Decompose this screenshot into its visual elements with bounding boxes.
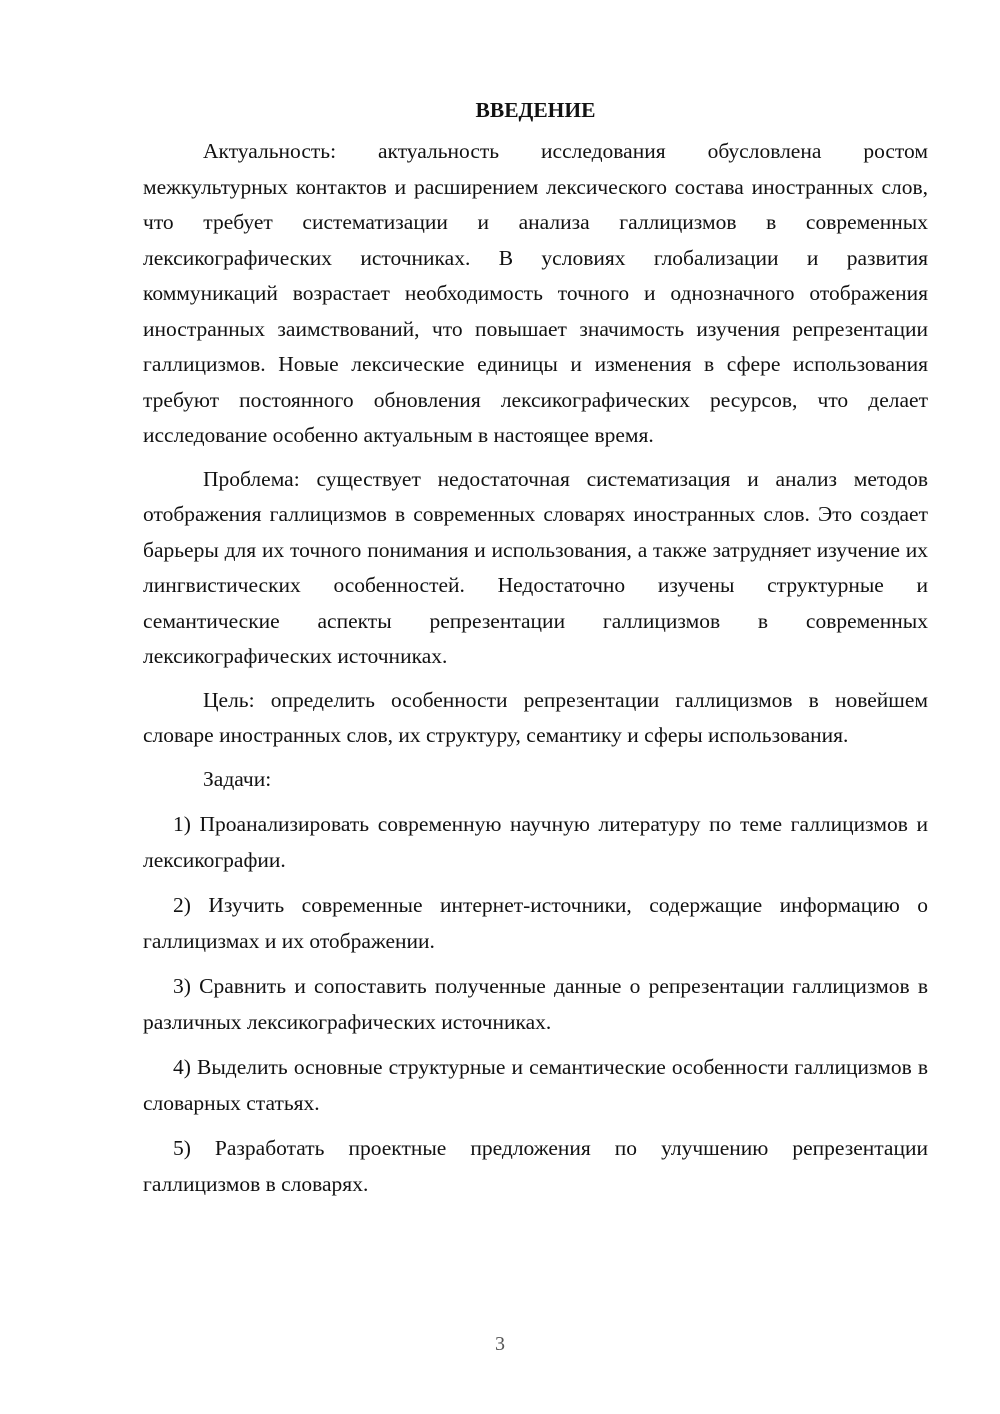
page-content	[143, 92, 928, 1212]
task-item-1: 1) Проанализировать современную научную литературу по теме галлицизмов и лексикографии.	[143, 812, 928, 872]
goal-paragraph: Цель: определить особенности репрезентации галлицизмов в новейшем словаре иностранных слов, их структуру, семантику и сферы использования.	[143, 687, 928, 747]
task-item-2: 2) Изучить современные интернет-источники, содержащие информацию о галлицизмах и их отображении.	[143, 893, 928, 953]
task-item-3: 3) Сравнить и сопоставить полученные данные о репрезентации галлицизмов в различных лексикографических источниках.	[143, 974, 928, 1034]
task-item-4: 4) Выделить основные структурные и семантические особенности галлицизмов в словарных статьях.	[143, 1055, 928, 1115]
tasks-heading: Задачи:	[203, 766, 272, 791]
problem-paragraph: Проблема: существует недостаточная систематизация и анализ методов отображения галлицизмов в современных словарях иностранных слов. Это создает барьеры для их точного понимания и использования, а также затрудняет изучение их лингвистических особенностей. Недостаточно изучены структурные и семантические аспекты репрезентации галлицизмов в современных лексикографических источниках.	[143, 466, 928, 668]
page-number: 3	[495, 1333, 505, 1355]
relevance-paragraph: Актуальность: актуальность исследования обусловлена ростом межкультурных контактов и расширением лексического состава иностранных слов, что требует систематизации и анализа галлицизмов в современных лексикографических источниках. В условиях глобализации и развития коммуникаций возрастает необходимость точного и однозначного отображения иностранных заимствований, что повышает значимость изучения репрезентации галлицизмов. Новые лексические единицы и изменения в сфере использования требуют постоянного обновления лексикографических ресурсов, что делает исследование особенно актуальным в настоящее время.	[143, 139, 928, 447]
task-item-5: 5) Разработать проектные предложения по улучшению репрезентации галлицизмов в словарях.	[143, 1136, 928, 1196]
section-title: ВВЕДЕНИЕ	[475, 98, 596, 122]
